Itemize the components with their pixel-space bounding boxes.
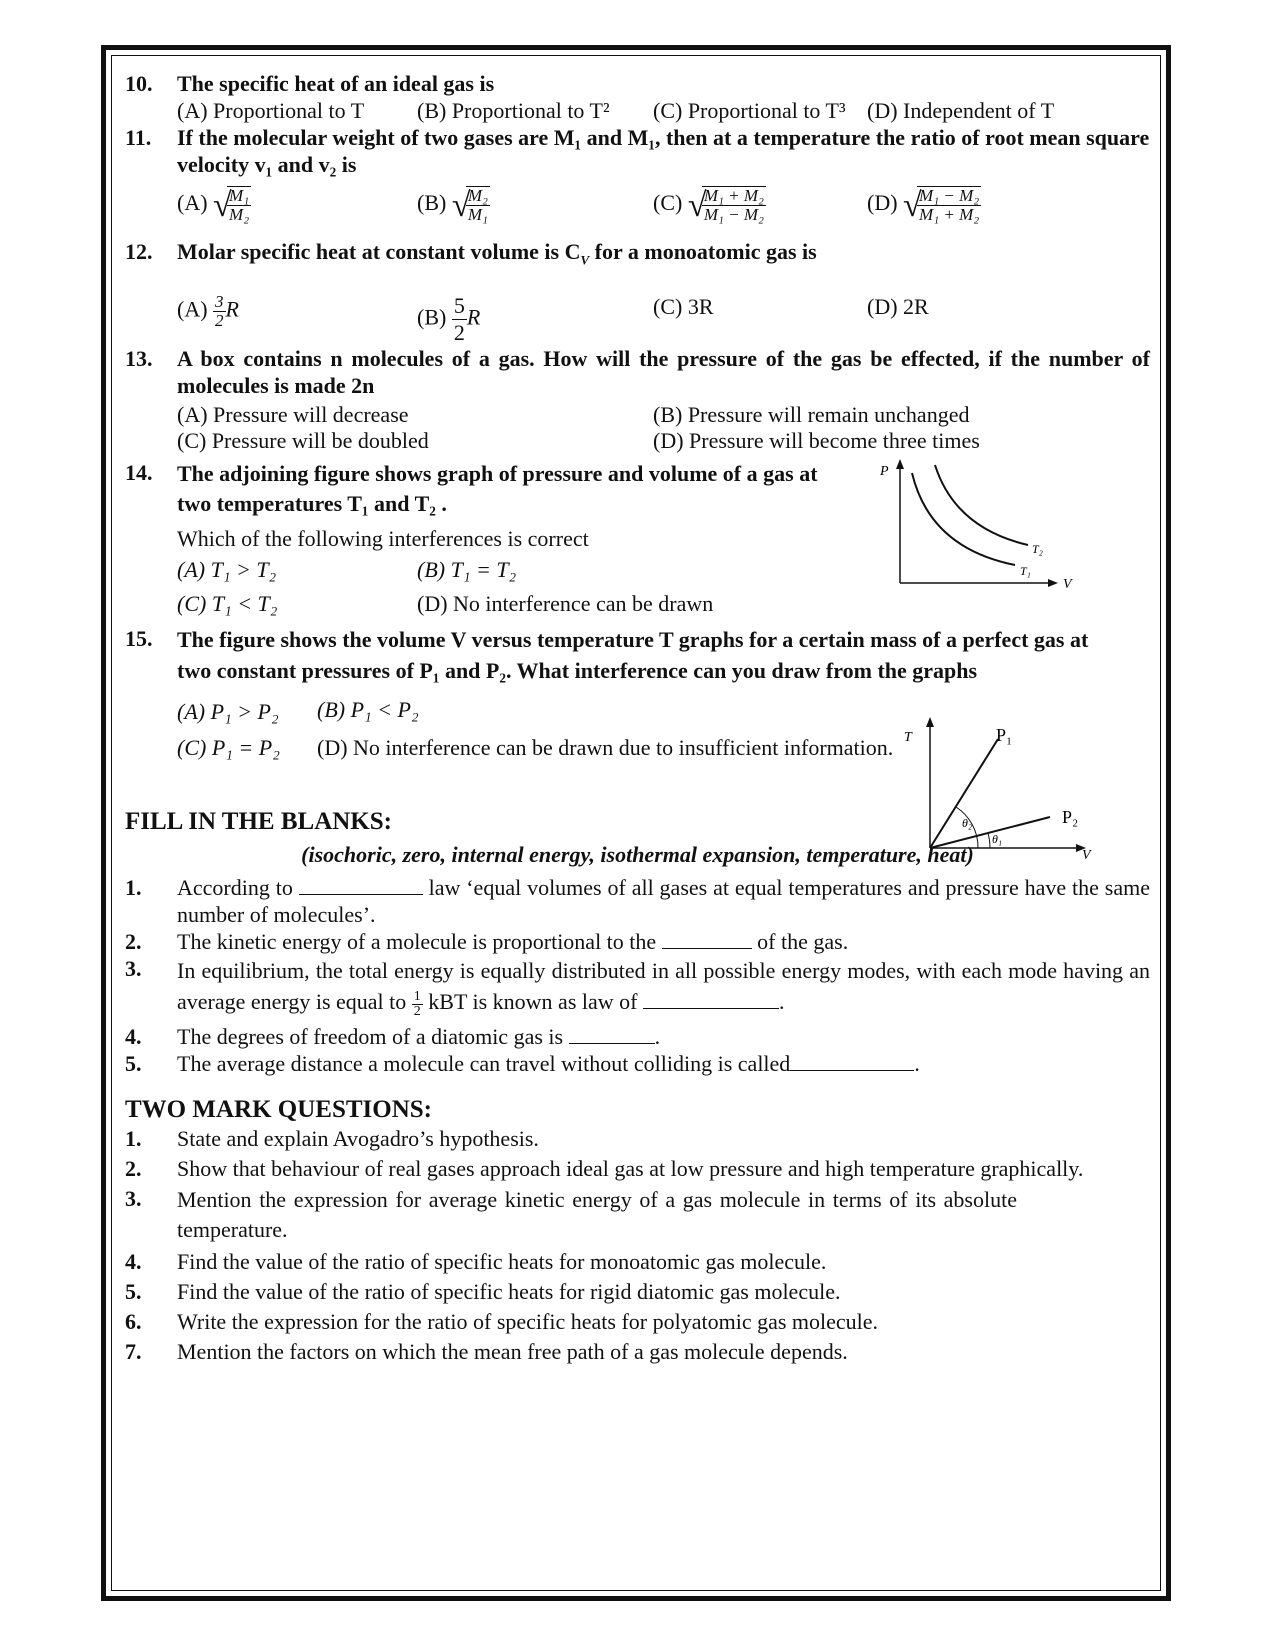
question-text: The adjoining figure shows graph of pressure and volume of a gas at two temperatures T₁ and T₂ . <box>177 461 818 517</box>
question-number: 12. <box>125 239 153 264</box>
options <box>177 97 1150 124</box>
answer-blank[interactable] <box>643 1008 779 1009</box>
question-text: Molar specific heat at constant volume is $C_V$ for a monoatomic gas is <box>177 239 817 268</box>
option-d: (D) Independent of T <box>867 98 1055 123</box>
curve-label-t2: T₂ <box>1032 542 1043 557</box>
fraction-numerator: M₁ − M₂ <box>919 186 980 205</box>
item-text: The average distance a molecule can travel without colliding is called . <box>177 1050 920 1076</box>
option-a: (A) Proportional to T <box>177 98 365 123</box>
question-11 <box>125 124 1150 236</box>
item-number: 2. <box>125 1155 142 1181</box>
item-number: 3. <box>125 1185 142 1211</box>
angle-arc-theta1 <box>988 833 990 848</box>
y-axis-arrow-icon <box>926 717 934 727</box>
option-b: (B) Proportional to T² <box>417 98 610 123</box>
option-label: (B) <box>417 190 447 216</box>
question-text: A box contains n molecules of a gas. How will the pressure of the gas be effected, if the number of molecules is made 2n <box>177 346 1150 399</box>
option-d: (D) 2R <box>867 294 929 320</box>
item-number: 1. <box>125 1125 142 1151</box>
option-label: (B) <box>417 304 447 330</box>
two-mark-item-1 <box>125 1125 1150 1152</box>
two-mark-item-3 <box>125 1185 1150 1245</box>
fill-blanks-word-list: (isochoric, zero, internal energy, isothermal expansion, temperature, heat) <box>301 842 974 868</box>
item-number: 2. <box>125 929 142 955</box>
x-axis-arrow-icon <box>1048 579 1058 587</box>
item-text: Mention the expression for average kinetic energy of a gas molecule in terms of its absolute temperature. <box>177 1186 1017 1242</box>
pv-graph-figure <box>870 453 1070 593</box>
sub-text: Which of the following interferences is correct <box>177 526 589 552</box>
question-number: 15. <box>125 626 153 652</box>
item-number: 4. <box>125 1023 142 1049</box>
question-number: 14. <box>125 460 153 486</box>
option-c: (C) Proportional to T³ <box>653 98 846 123</box>
option-d <box>867 186 981 224</box>
item-text: Mention the factors on which the mean free path of a gas molecule depends. <box>177 1338 848 1364</box>
option-b <box>417 186 490 224</box>
fraction-denominator: M₁ <box>467 205 488 224</box>
option-label: (A) <box>177 296 208 322</box>
option-c: (C) 3R <box>653 294 714 320</box>
angle-label-theta1: θ₁ <box>992 832 1003 847</box>
vt-graph-figure <box>900 713 1100 863</box>
fraction: $\frac{5}{2}$ <box>453 293 465 346</box>
item-text: The kinetic energy of a molecule is proportional to the of the gas. <box>177 929 849 955</box>
fraction-numerator: M₂ <box>467 186 488 205</box>
item-number: 4. <box>125 1248 142 1274</box>
item-text: The degrees of freedom of a diatomic gas is . <box>177 1023 661 1049</box>
fraction-numerator: M₁ + M₂ <box>703 186 764 205</box>
option-b: (B) P₁ < P₂ <box>317 697 419 723</box>
answer-blank[interactable] <box>569 1043 655 1044</box>
item-number: 5. <box>125 1050 142 1076</box>
item-text: Find the value of the ratio of specific heats for monoatomic gas molecule. <box>177 1248 827 1274</box>
fill-blank-item-5 <box>125 1050 1150 1077</box>
option-a: (A) T₁ > T₂ <box>177 557 277 583</box>
question-text: The specific heat of an ideal gas is <box>177 71 495 96</box>
answer-blank[interactable] <box>790 1070 914 1071</box>
y-axis-label: T <box>904 730 912 746</box>
item-number: 1. <box>125 875 142 901</box>
line-label-p1: P₁ <box>996 725 1013 746</box>
option-a: (A) P₁ > P₂ <box>177 699 279 725</box>
options <box>177 273 1150 346</box>
option-c: (C) T₁ < T₂ <box>177 591 278 617</box>
two-mark-item-5 <box>125 1278 1150 1305</box>
sqrt-expression: √ $\frac{\text{M₁ − M₂}}{\text{M₁ + M₂}}$ <box>903 186 980 224</box>
option-d: (D) No interference can be drawn <box>417 591 714 617</box>
answer-blank[interactable] <box>662 948 752 949</box>
option-c: (C) Pressure will be doubled <box>177 428 429 454</box>
angle-label-theta2: θ₂ <box>962 816 973 831</box>
question-text: The figure shows the volume V versus temperature T graphs for a certain mass of a perfect gas at <box>177 627 1089 653</box>
option-b: (B) Pressure will remain unchanged <box>653 402 970 428</box>
sqrt-expression: √ $\frac{\text{M₁ + M₂}}{\text{M₁ − M₂}}$ <box>687 186 764 224</box>
two-mark-item-4 <box>125 1248 1150 1275</box>
item-text: According to law ‘equal volumes of all gases at equal temperatures and pressure have the same number of molecules’. <box>177 875 1151 928</box>
answer-blank[interactable] <box>299 894 423 895</box>
fill-blank-item-2 <box>125 928 1150 955</box>
question-14 <box>125 459 1150 619</box>
item-number: 5. <box>125 1278 142 1304</box>
item-text: In equilibrium, the total energy is equally distributed in all possible energy modes, with each mode having an average energy is equal to $\frac{1}{2}$ kBT is known as law of . <box>177 958 1150 1019</box>
fraction: $\frac{3}{2}$ <box>215 292 224 331</box>
two-mark-item-6 <box>125 1308 1150 1335</box>
sqrt-expression: √ $\frac{\text{M₁}}{\text{M₂}}$ <box>213 186 250 224</box>
option-c: (C) P₁ = P₂ <box>177 735 280 761</box>
fraction-numerator: M₁ <box>229 186 250 205</box>
question-text: If the molecular weight of two gases are M₁ and M₁, then at a temperature the ratio of root mean square velocity v₁ and v₂ is <box>177 125 1150 177</box>
x-axis-label: V <box>1063 577 1072 593</box>
item-number: 7. <box>125 1338 142 1364</box>
two-mark-item-2 <box>125 1155 1150 1182</box>
two-mark-item-7 <box>125 1338 1150 1365</box>
option-label: (C) <box>653 190 683 216</box>
page-content <box>125 70 1150 1365</box>
option-a <box>177 186 251 224</box>
curve-label-t1: T₁ <box>1020 564 1031 579</box>
fraction-denominator: M₁ − M₂ <box>703 205 764 224</box>
fraction-denominator: M₂ <box>229 205 250 224</box>
option-c <box>653 186 766 224</box>
option-a: (A) Pressure will decrease <box>177 402 409 428</box>
item-text: Write the expression for the ratio of specific heats for polyatomic gas molecule. <box>177 1308 879 1334</box>
option-label: (A) <box>177 190 208 216</box>
curve-t2 <box>935 465 1028 545</box>
sqrt-expression: √ $\frac{\text{M₂}}{\text{M₁}}$ <box>451 186 488 224</box>
options <box>177 401 1150 455</box>
question-13 <box>125 345 1150 455</box>
y-axis-arrow-icon <box>896 459 904 469</box>
option-label: (D) <box>867 190 898 216</box>
y-axis-label: P <box>880 464 889 480</box>
fraction: $\frac{1}{2}$ <box>413 988 421 1019</box>
question-text-2: two constant pressures of P₁ and P₂. What interference can you draw from the graphs <box>177 658 978 684</box>
question-10 <box>125 70 1150 124</box>
question-12 <box>125 238 1150 346</box>
line-label-p2: P₂ <box>1062 807 1079 828</box>
fraction-denominator: M₁ + M₂ <box>919 205 980 224</box>
line-p1 <box>930 739 998 848</box>
options <box>177 178 1150 236</box>
two-mark-heading: TWO MARK QUESTIONS: <box>125 1095 432 1123</box>
item-text: Show that behaviour of real gases approach ideal gas at low pressure and high temperature graphically. <box>177 1155 1084 1181</box>
fill-blank-item-1 <box>125 874 1150 928</box>
x-axis-label: V <box>1082 848 1091 864</box>
option-b: (B) T₁ = T₂ <box>417 557 517 583</box>
fill-blank-item-3 <box>125 955 1150 1018</box>
curve-t1 <box>912 473 1015 565</box>
question-number: 10. <box>125 71 153 96</box>
item-text: State and explain Avogadro’s hypothesis. <box>177 1125 539 1151</box>
item-number: 6. <box>125 1308 142 1334</box>
question-number: 11. <box>125 125 152 150</box>
option-a: (A) $\frac{3}{2}$ R <box>177 292 239 331</box>
question-number: 13. <box>125 346 153 372</box>
item-number: 3. <box>125 956 142 982</box>
option-d: (D) No interference can be drawn due to insufficient information. <box>317 735 894 761</box>
fill-blanks-heading: FILL IN THE BLANKS: <box>125 808 392 836</box>
fill-blank-item-4 <box>125 1023 1150 1050</box>
item-text: Find the value of the ratio of specific heats for rigid diatomic gas molecule. <box>177 1278 841 1304</box>
option-d: (D) Pressure will become three times <box>653 428 980 454</box>
option-b: (B) $\frac{5}{2}$ R <box>417 293 481 346</box>
